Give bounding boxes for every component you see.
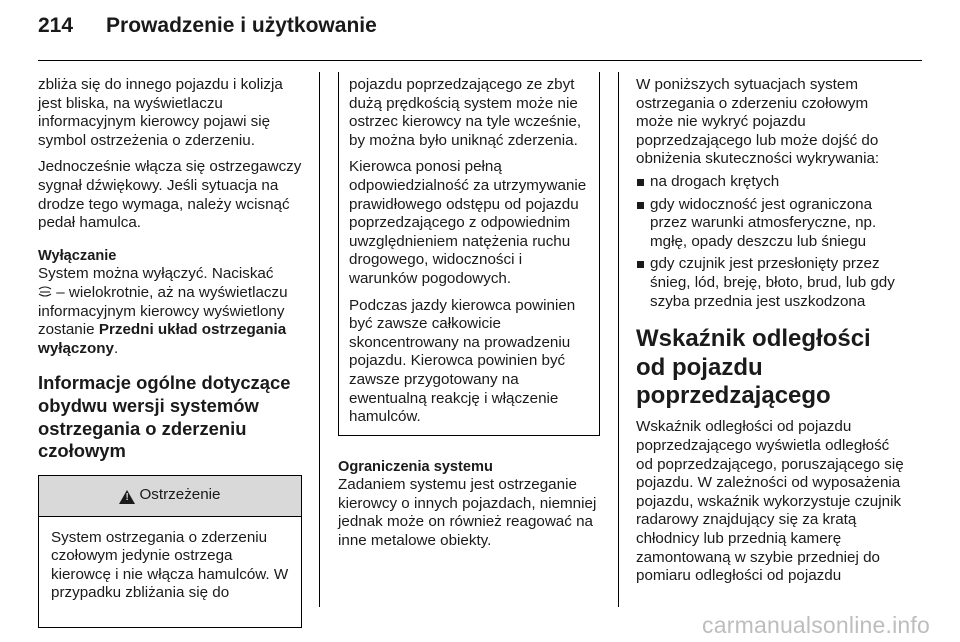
- subheading-off: Wyłączanie: [38, 247, 117, 264]
- warning-body: [39, 517, 301, 627]
- column-divider-1: [319, 72, 320, 607]
- paragraph: Wskaźnik odległości od pojazdu poprzedzającego wyświetla odległość od poprzedzającego, poruszającego się pojazdu. W zależności od wyposażenia pojazdu, wskaźnik wykorzystuje czujnik radarowy znajdujący się za kratą chłodnicy lub przednią kamerę zamontowaną w szybie przedniej do pomiaru odległości od pojazdu: [636, 418, 904, 585]
- column-divider-2: [618, 72, 619, 607]
- text: System można wyłączyć. Naciskać: [38, 265, 274, 283]
- page-header: [38, 14, 377, 50]
- paragraph: pojazdu poprzedzającego ze zbyt dużą prędkością system może nie ostrzec kierowcy na tyle wcześnie, by można było uniknąć zderzenia.: [349, 76, 582, 149]
- paragraph: zbliża się do innego pojazdu i kolizja jest bliska, na wyświetlaczu informacyjnym kierowcy pojawi się symbol ostrzeżenia o zderzeniu.: [38, 76, 283, 149]
- page-number: 214: [38, 14, 74, 37]
- warning-title: Ostrzeżenie: [139, 486, 221, 504]
- warning-header: [39, 476, 301, 517]
- text-bold: Przedni układ ostrzegania wyłączony: [38, 321, 287, 357]
- column-3: [636, 76, 904, 586]
- column-2: [338, 76, 600, 551]
- list-item: gdy widoczność jest ograniczona przez warunki atmosferyczne, np. mgłę, opady deszczu lub śniegu: [636, 196, 904, 252]
- bullet-list: [636, 173, 904, 311]
- watermark: carmanualsonline.info: [702, 612, 930, 638]
- warning-box: [38, 475, 302, 628]
- warning-box-continued: [338, 72, 600, 436]
- text: .: [113, 339, 119, 357]
- paragraph: Kierowca ponosi pełną odpowiedzialność za utrzymywanie prawidłowego odstępu od pojazdu poprzedzającego z odpowiednim uwzględnieniem natężenia ruchu drogowego, widoczności i warunków pogodowych.: [349, 158, 587, 287]
- header-rule: [38, 60, 922, 61]
- warning-triangle-icon: [119, 490, 135, 504]
- section-heading: Informacje ogólne dotyczące obydwu wersji systemów ostrzegania o zderzeniu czołowym: [38, 372, 291, 462]
- steering-wheel-button-icon: [38, 284, 52, 303]
- paragraph: Jednocześnie włącza się ostrzegawczy sygnał dźwiękowy. Jeśli sytuacja na drodze tego wymaga, należy wcisnąć pedał hamulca.: [38, 158, 302, 232]
- running-head-title: Prowadzenie i użytkowanie: [106, 14, 377, 37]
- list-item: na drogach krętych: [636, 173, 904, 192]
- subheading-limits: Ograniczenia systemu: [338, 458, 493, 475]
- paragraph: W poniższych sytuacjach system ostrzegania o zderzeniu czołowym może nie wykryć pojazdu poprzedzającego lub może dojść do obniżenia skuteczności wykrywania:: [636, 76, 880, 168]
- paragraph: Podczas jazdy kierowca powinien być zawsze całkowicie skoncentrowany na prowadzeniu pojazdu. Kierowca powinien być zawsze przygotowany na ewentualną reakcję i włączenie hamulców.: [349, 296, 576, 426]
- text: – wielokrotnie, aż na wyświetlaczu informacyjnym kierowcy wyświetlony zostanie: [38, 283, 288, 339]
- list-item: gdy czujnik jest przesłonięty przez śnieg, lód, breję, błoto, brud, lub gdy szyba przednia jest uszkodzona: [636, 255, 904, 311]
- section-heading-large: Wskaźnik odległości od pojazdu poprzedzającego: [636, 325, 871, 409]
- paragraph: Zadaniem systemu jest ostrzeganie kierowcy o innych pojazdach, niemniej jednak może on również reagować na inne metalowe obiekty.: [338, 476, 597, 550]
- column-1: [38, 76, 302, 628]
- paragraph-off: [38, 265, 302, 358]
- warning-text: System ostrzegania o zderzeniu czołowym jedynie ostrzega kierowcę i nie włącza hamulców. W przypadku zbliżania się do: [51, 528, 289, 602]
